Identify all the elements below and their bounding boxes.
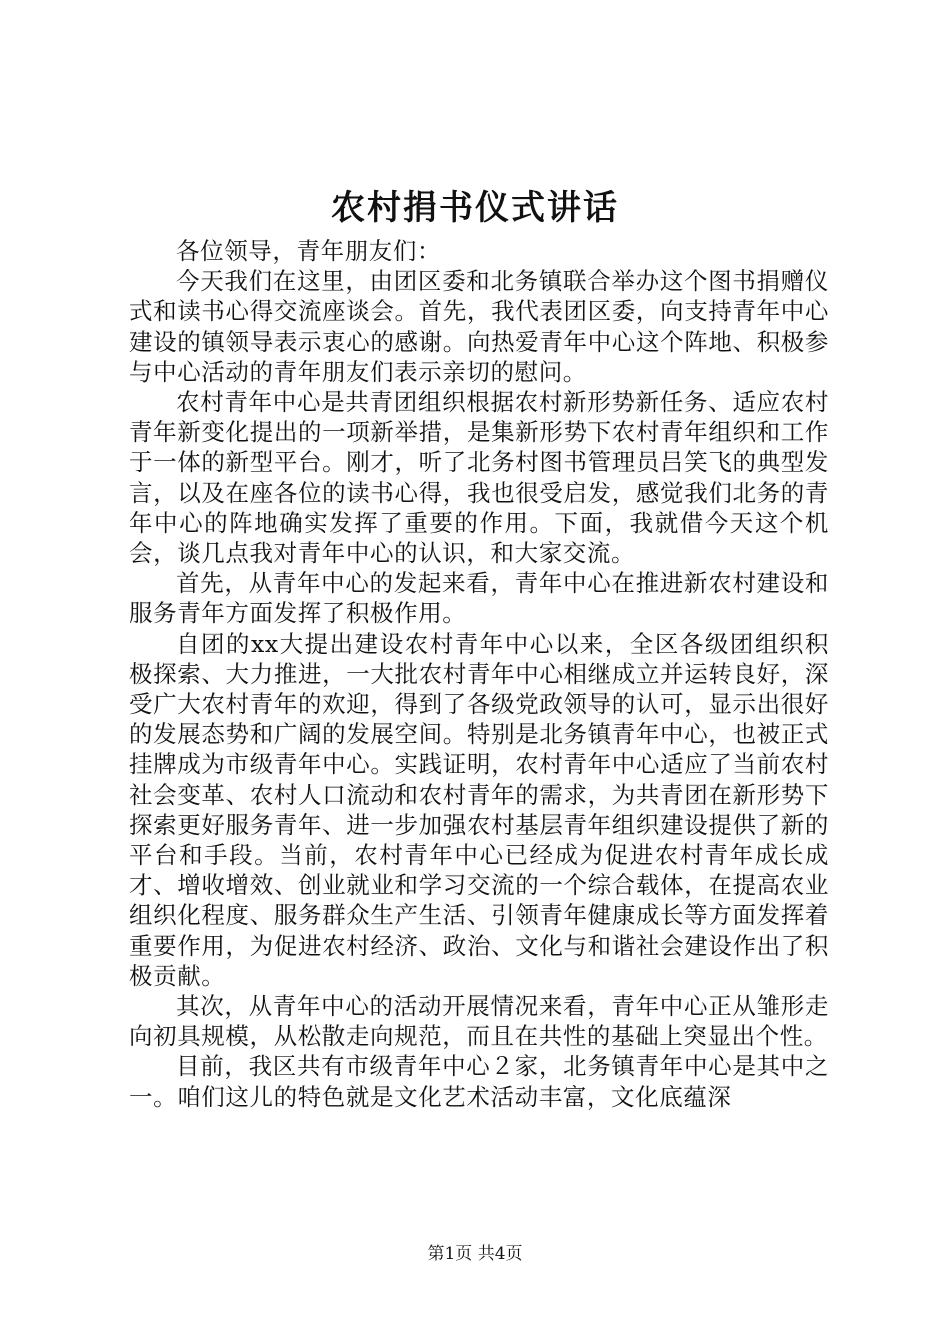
paragraph: 农村青年中心是共青团组织根据农村新形势新任务、适应农村青年新变化提出的一项新举措，是集新形势下农村青年组织和工作于一体的新型平台。刚才，听了北务村图书管理员吕笑飞的典型发言，以及在座各位的读书心得，我也很受启发，感觉我们北务的青年中心的阵地确实发挥了重要的作用。下面，我就借今天这个机会，谈几点我对青年中心的认识，和大家交流。	[129, 388, 829, 568]
paragraph-salutation: 各位领导，青年朋友们：	[176, 237, 442, 265]
paragraph: 目前，我区共有市级青年中心２家，北务镇青年中心是其中之一。咱们这儿的特色就是文化艺术活动丰富，文化底蕴深	[129, 1052, 829, 1111]
paragraph: 其次，从青年中心的活动开展情况来看，青年中心正从雏形走向初具规模，从松散走向规范，而且在共性的基础上突显出个性。	[129, 992, 829, 1051]
paragraph: 今天我们在这里，由团区委和北务镇联合举办这个图书捐赠仪式和读书心得交流座谈会。首先，我代表团区委，向支持青年中心建设的镇领导表示衷心的感谢。向热爱青年中心这个阵地、积极参与中心活动的青年朋友们表示亲切的慰问。	[129, 267, 829, 386]
paragraph: 自团的xx大提出建设农村青年中心以来，全区各级团组织积极探索、大力推进，一大批农村青年中心相继成立并运转良好，深受广大农村青年的欢迎，得到了各级党政领导的认可，显示出很好的发展态势和广阔的发展空间。特别是北务镇青年中心，也被正式挂牌成为市级青年中心。实践证明，农村青年中心适应了当前农村社会变革、农村人口流动和农村青年的需求，为共青团在新形势下探索更好服务青年、进一步加强农村基层青年组织建设提供了新的平台和手段。当前，农村青年中心已经成为促进农村青年成长成才、增收增效、创业就业和学习交流的一个综合载体，在提高农业组织化程度、服务群众生产生活、引领青年健康成长等方面发挥着重要作用，为促进农村经济、政治、文化与和谐社会建设作出了积极贡献。	[129, 629, 829, 990]
page-number-footer: 第1页 共4页	[427, 1244, 523, 1264]
paragraph: 首先，从青年中心的发起来看，青年中心在推进新农村建设和服务青年方面发挥了积极作用。	[129, 569, 829, 628]
document-title: 农村捐书仪式讲话	[331, 188, 619, 228]
document-body	[129, 236, 829, 1112]
